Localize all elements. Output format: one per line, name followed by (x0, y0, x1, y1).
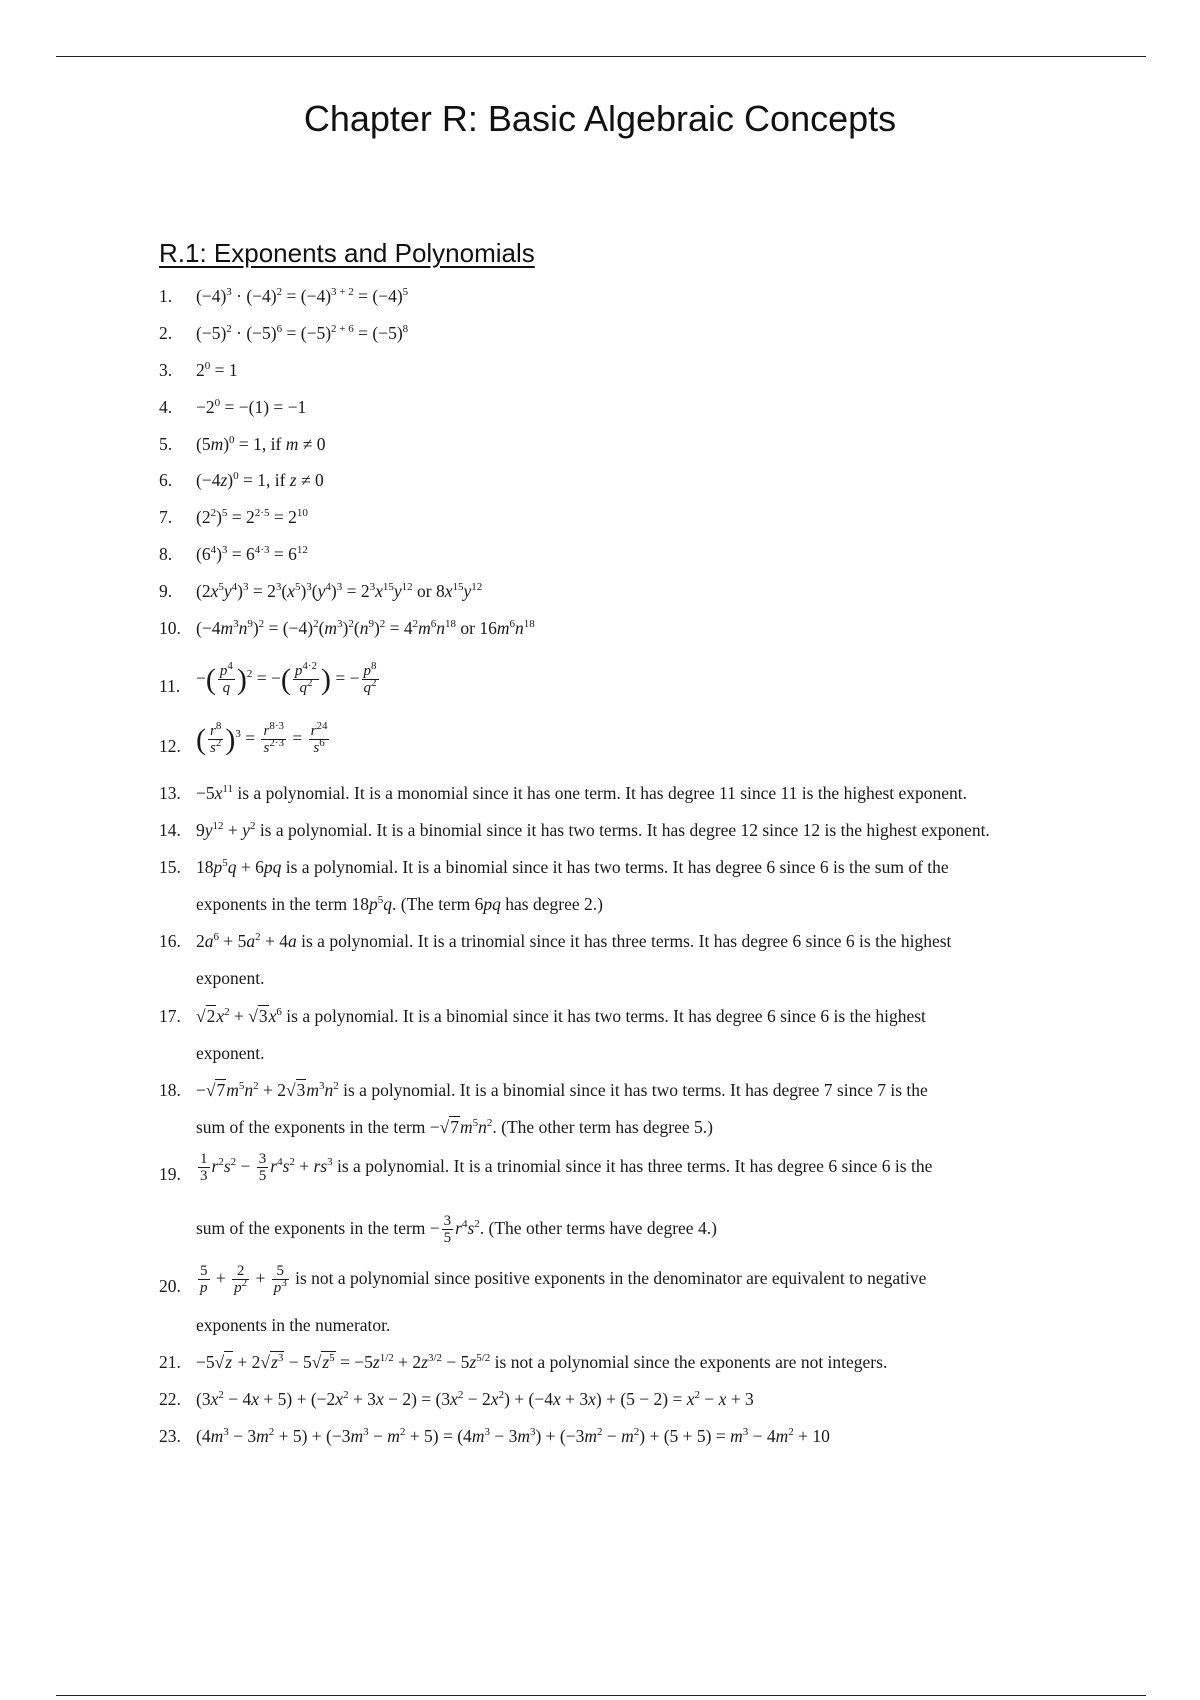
problem-number: 21. (159, 1352, 181, 1372)
problem-text: exponents in the term (196, 894, 348, 914)
problem-number: 11. (159, 676, 181, 696)
problem-expression: $\frac{1}{3}$ $r^2s^2$ − $\frac{3}{5}$ $r^4s^2 + rs^3$ is a polynomial. It is a trinomial since it has three terms. It has degree 6 since 6 is the (200, 1150, 933, 1185)
problem-3 (159, 352, 1119, 389)
problem-21 (159, 1344, 1119, 1381)
problem-number: 6. (159, 470, 173, 490)
problem-text: . (The other terms have degree 4.) (479, 1218, 717, 1238)
problem-expression: $(6^4)^3 = 6^{4\cdot 3} = 6^{12}$ (196, 544, 308, 564)
chapter-title: Chapter R: Basic Algebraic Concepts (303, 98, 897, 139)
problem-text: or (460, 618, 475, 638)
problem-20-continued (159, 1307, 1119, 1344)
problem-text: . (The other term has degree 5.) (492, 1117, 714, 1137)
problem-number: 4. (159, 397, 173, 417)
problem-number: 7. (159, 507, 173, 527)
problem-text: is a polynomial. It is a binomial since it has two terms. It has degree 7 since 7 is the (343, 1080, 928, 1100)
problem-number: 14. (159, 820, 181, 840)
problem-number: 15. (159, 857, 181, 877)
problem-17 (159, 998, 1119, 1072)
problem-expression (196, 1307, 1119, 1344)
bottom-rule (56, 1695, 1146, 1696)
problem-text: is not a polynomial since the exponents are not integers. (494, 1352, 888, 1372)
problem-text: is a polynomial. It is a monomial since it has one term. It has degree 11 since 11 is the highest exponent. (237, 783, 968, 803)
problem-expression: $-√7m^5n^2 + 2√3m^3n^2$ is a polynomial. It is a binomial since it has two terms. It has degree 7 since 7 is the sum of the exponents in the term $-√7m^5n^2$. (The other term has degree 5.) (196, 1080, 928, 1137)
problem-12 (159, 720, 1119, 757)
problem-14 (159, 812, 1119, 849)
problem-text: sum of the exponents in the term (196, 1117, 426, 1137)
problem-expression: $(2^2)^5 = 2^{2\cdot 5} = 2^{10}$ (196, 507, 308, 527)
problem-expression: $-5√z + 2√z^3 - 5√z^5 = -5z^{1/2} + 2z^{3/2} - 5z^{5/2}$ is not a polynomial since the exponents are not integers. (196, 1352, 888, 1372)
problem-10 (159, 610, 1119, 647)
problem-number: 16. (159, 931, 181, 951)
problem-5 (159, 426, 1119, 463)
problem-expression: $(3x^2 - 4x + 5) + (-2x^2 + 3x - 2) = (3x^2 - 2x^2) + (-4x + 3x) + (5 - 2) = x^2 - x + 3$ (196, 1389, 754, 1409)
problem-15 (159, 849, 1119, 923)
problem-number: 1. (159, 286, 173, 306)
problem-number: 13. (159, 783, 181, 803)
problem-number: 20. (159, 1276, 181, 1296)
problem-19 (159, 1148, 1119, 1185)
problem-expression: $-5x^{11}$ is a polynomial. It is a monomial since it has one term. It has degree 11 since 11 is the highest exponent. (196, 783, 968, 803)
problem-number: 2. (159, 323, 173, 343)
problem-number: 5. (159, 434, 173, 454)
problem-expression: $\frac{5}{p}$ + $\frac{2}{p^2}$ + $\frac{5}{p^3}$ is not a polynomial since positive exponents in the denominator are equivalent to negative (200, 1262, 927, 1297)
problem-number: 3. (159, 360, 173, 380)
problem-number: 18. (159, 1080, 181, 1100)
problem-number: 9. (159, 581, 173, 601)
problem-text: . (The term (392, 894, 471, 914)
problem-2 (159, 315, 1119, 352)
problem-text: or (417, 581, 432, 601)
problem-8 (159, 536, 1119, 573)
problem-expression: $-2^0 = -(1) = -1$ (196, 397, 307, 417)
problem-expression: ( $\frac{r^8}{s^2}$ )$^3$ = $\frac{r^{8\cdot 3}}{s^{2\cdot 3}}$ = $\frac{r^{24}}{s^6}$ (196, 719, 328, 757)
problem-expression: $2a^6 + 5a^2 + 4a$ is a polynomial. It is a trinomial since it has three terms. It has degree 6 since 6 is the highest exponent. (196, 931, 952, 988)
problem-expression: $(5m)^0 = 1$, if m ≠ 0 (196, 434, 326, 454)
problem-number: 8. (159, 544, 173, 564)
problem-text: , if (261, 434, 282, 454)
problem-text: sum of the exponents in the term (196, 1218, 426, 1238)
problem-expression: $(-5)^2 \cdot (-5)^6 = (-5)^{2 + 6} = (-5)^8$ (196, 323, 409, 343)
problem-18 (159, 1072, 1119, 1146)
problem-11 (159, 660, 1119, 697)
problem-text: is a polynomial. It is a trinomial since it has three terms. It has degree 6 since 6 is the (337, 1156, 933, 1176)
problem-20 (159, 1260, 1119, 1297)
problem-expression: $9y^{12} + y^2$ is a polynomial. It is a binomial since it has two terms. It has degree 12 since 12 is the highest exponent. (196, 820, 990, 840)
problem-expression: $2^0 = 1$ (196, 360, 238, 380)
problem-expression: sum of the exponents in the term − $\frac{3}{5}$ $r^4s^2$. (The other terms have degree 4.) (196, 1212, 717, 1247)
problem-expression: $(-4m^3n^9)^2 = (-4)^2(m^3)^2(n^9)^2 = 4^2m^6n^{18}$ or $16m^6n^{18}$ (196, 618, 535, 638)
problem-22 (159, 1381, 1119, 1418)
section-heading: R.1: Exponents and Polynomials (159, 238, 535, 268)
problem-number: 22. (159, 1389, 181, 1409)
problem-expression: $18p^5q + 6pq$ is a polynomial. It is a binomial since it has two terms. It has degree 6 since 6 is the sum of the exponents in the term $18p^5q$. (The term 6pq has degree 2.) (196, 857, 949, 914)
problem-text: is a polynomial. It is a binomial since it has two terms. It has degree 6 since 6 is the highest (286, 1006, 926, 1026)
problem-7 (159, 499, 1119, 536)
problem-expression: $(4m^3 - 3m^2 + 5) + (-3m^3 - m^2 + 5) = (4m^3 - 3m^3) + (-3m^2 - m^2) + (5 + 5) = m^3 - 4m^2 + 10$ (196, 1426, 830, 1446)
problem-16 (159, 923, 1119, 997)
problem-expression: $(-4)^3 \cdot (-4)^2 = (-4)^{3 + 2} = (-4)^5$ (196, 286, 409, 306)
problem-number: 23. (159, 1426, 181, 1446)
problem-expression: −( $\frac{p^4}{q}$ )$^2$ = −( $\frac{p^{4\cdot 2}}{q^2}$ ) = − $\frac{p^8}{q^2}$ (196, 659, 377, 697)
problem-number: 12. (159, 736, 181, 756)
problem-text: is a polynomial. It is a binomial since it has two terms. It has degree 12 since 12 is the highest exponent. (259, 820, 990, 840)
problem-text: exponent. (196, 1043, 265, 1063)
problem-text: is a polynomial. It is a binomial since it has two terms. It has degree 6 since 6 is the sum of the (285, 857, 949, 877)
problem-text: , if (265, 470, 286, 490)
problem-expression: $√2x^2 + √3x^6$ is a polynomial. It is a binomial since it has two terms. It has degree 6 since 6 is the highest exponent. (196, 1006, 926, 1063)
problem-text: exponents in the numerator. (196, 1315, 391, 1335)
problem-text: exponent. (196, 968, 265, 988)
problem-9 (159, 573, 1119, 610)
problem-1 (159, 278, 1119, 315)
top-rule (56, 56, 1146, 57)
problem-6 (159, 462, 1119, 499)
problem-expression: $(-4z)^0 = 1$, if z ≠ 0 (196, 470, 324, 490)
problem-13 (159, 775, 1119, 812)
problem-number: 17. (159, 1006, 181, 1026)
problem-23 (159, 1418, 1119, 1455)
problem-text: has degree 2.) (505, 894, 603, 914)
problem-number: 10. (159, 618, 181, 638)
problem-19-continued (159, 1210, 1119, 1247)
problem-text: is a polynomial. It is a trinomial since it has three terms. It has degree 6 since 6 is the highest (301, 931, 952, 951)
problem-text: is not a polynomial since positive exponents in the denominator are equivalent to negative (295, 1268, 927, 1288)
problem-number: 19. (159, 1164, 181, 1184)
problem-4 (159, 389, 1119, 426)
problem-expression: $(2x^5y^4)^3 = 2^3(x^5)^3(y^4)^3 = 2^3x^{15}y^{12}$ or $8x^{15}y^{12}$ (196, 581, 483, 601)
